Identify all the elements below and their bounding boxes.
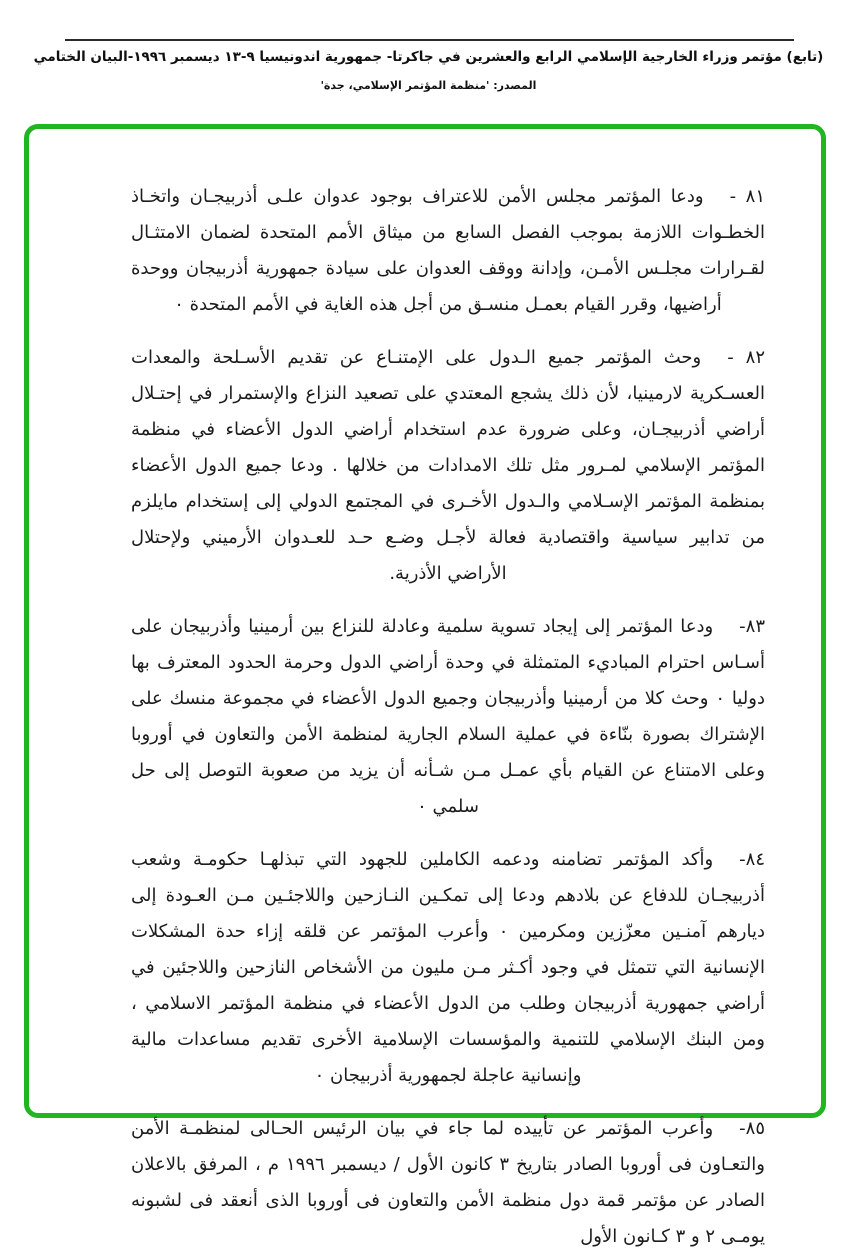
- paragraph-83-text: ودعا المؤتمر إلى إيجاد تسوية سلمية وعادلة للنزاع بين أرمينيا وأذربيجان على أسـاس احترام المباديء المتمثلة في وحدة أراضي الدول وحرمة الحدود المعترف بها دوليا ٠ وحث كلا من أرمينيا وأذربيجان وجميع الدول الأعضاء في مجموعة منسك على الإشتراك بصورة بنّاءة في عملية السلام الجارية لمنظمة الأمن والتعاون في أوروبا وعلى الامتناع عن القيام بأي عمـل مـن شـأنه أن يزيد من صعوبة التوصل إلى حل سلمي ٠: [131, 616, 765, 817]
- paragraph-81: [131, 179, 765, 323]
- content-frame: [24, 124, 826, 1247]
- document-source-line: المصدر: 'منظمة المؤتمر الإسلامي، جدة': [320, 79, 537, 92]
- paragraph-83-number: ٨٣-: [739, 616, 765, 637]
- paragraph-82: [131, 340, 765, 592]
- document-body: [29, 129, 821, 1247]
- paragraph-84: [131, 842, 765, 1094]
- header-divider: [65, 39, 794, 41]
- paragraph-82-number: ٨٢ -: [727, 347, 766, 368]
- document-header: [30, 47, 827, 92]
- paragraph-81-number: ٨١ -: [729, 186, 766, 207]
- paragraph-84-text: وأكد المؤتمر تضامنه ودعمه الكاملين للجهود التي تبذلهـا حكومـة وشعب أذربيجـان للدفاع عن بلادهم ودعا إلى تمكـين النـازحين واللاجئـين مـن العـودة إلى ديارهم آمنـين معزّزين ومكرمين ٠ وأعرب المؤتمر عن قلقه إزاء حدة المشكلات الإنسانية التي تتمثل في وجود أكـثر مـن مليون من الأشخاص النازحين واللاجئين في أراضي جمهورية أذربيجان وطلب من الدول الأعضاء في منظمة المؤتمر الاسلامي ، ومن البنك الإسلامي للتنمية والمؤسسات الإسلامية الأخرى تقديم مساعدات مالية وإنسانية عاجلة لجمهورية أذربيجان ٠: [131, 849, 765, 1086]
- paragraph-83: [131, 609, 765, 825]
- paragraph-84-number: ٨٤-: [739, 849, 765, 870]
- document-title: (تابع) مؤتمر وزراء الخارجية الإسلامي الرابع والعشرين في جاكرتا- جمهورية اندونيسيا ٩-١٣ ديسمبر ١٩٩٦-البيان الختامي: [33, 49, 824, 65]
- paragraph-81-text: ودعا المؤتمر مجلس الأمن للاعتراف بوجود عدوان علـى أذربيجـان واتخـاذ الخطـوات اللازمة بموجب الفصل السابع من ميثاق الأمم المتحدة لضمان الامتثـال لقـرارات مجلـس الأمـن، وإدانة ووقف العدوان على سيادة جمهورية أذربيجان ووحدة أراضيها، وقرر القيام بعمـل منسـق من أجل هذه الغاية في الأمم المتحدة ٠: [131, 186, 765, 315]
- paragraph-85-text: وأعرب المؤتمر عن تأييده لما جاء في بيان الرئيس الحـالى لمنظمـة الأمن والتعـاون فى أوروبا الصادر بتاريخ ٣ كانون الأول / ديسمبر ١٩٩٦ م ، المرفق بالاعلان الصادر عن مؤتمر قمة دول منظمة الأمن والتعاون فى أوروبا الذى أنعقد فى لشبونه يومـى ٢ و ٣ كـانون الأول: [131, 1118, 765, 1247]
- paragraph-85-number: ٨٥-: [739, 1118, 765, 1139]
- paragraph-85: [131, 1111, 765, 1255]
- paragraph-82-text: وحث المؤتمر جميع الـدول على الإمتنـاع عن تقديم الأسـلحة والمعدات العسـكرية لارمينيا، لأن ذلك يشجع المعتدي على تصعيد النزاع والإستمرار في إحتـلال أراضي أذربيجـان، وعلى ضرورة عدم استخدام أراضي الدول الأعضاء في منظمة المؤتمر الإسلامي لمـرور مثل تلك الامدادات من خلالها . ودعا جميع الدول الأعضاء بمنظمة المؤتمر الإسـلامي والـدول الأخـرى في المجتمع الدولي إلى إستخدام مايلزم من تدابير سياسية واقتصادية فعالة لأجـل وضـع حـد للعـدوان الأرميني ولإحتلال الأراضي الأذرية.: [131, 347, 765, 584]
